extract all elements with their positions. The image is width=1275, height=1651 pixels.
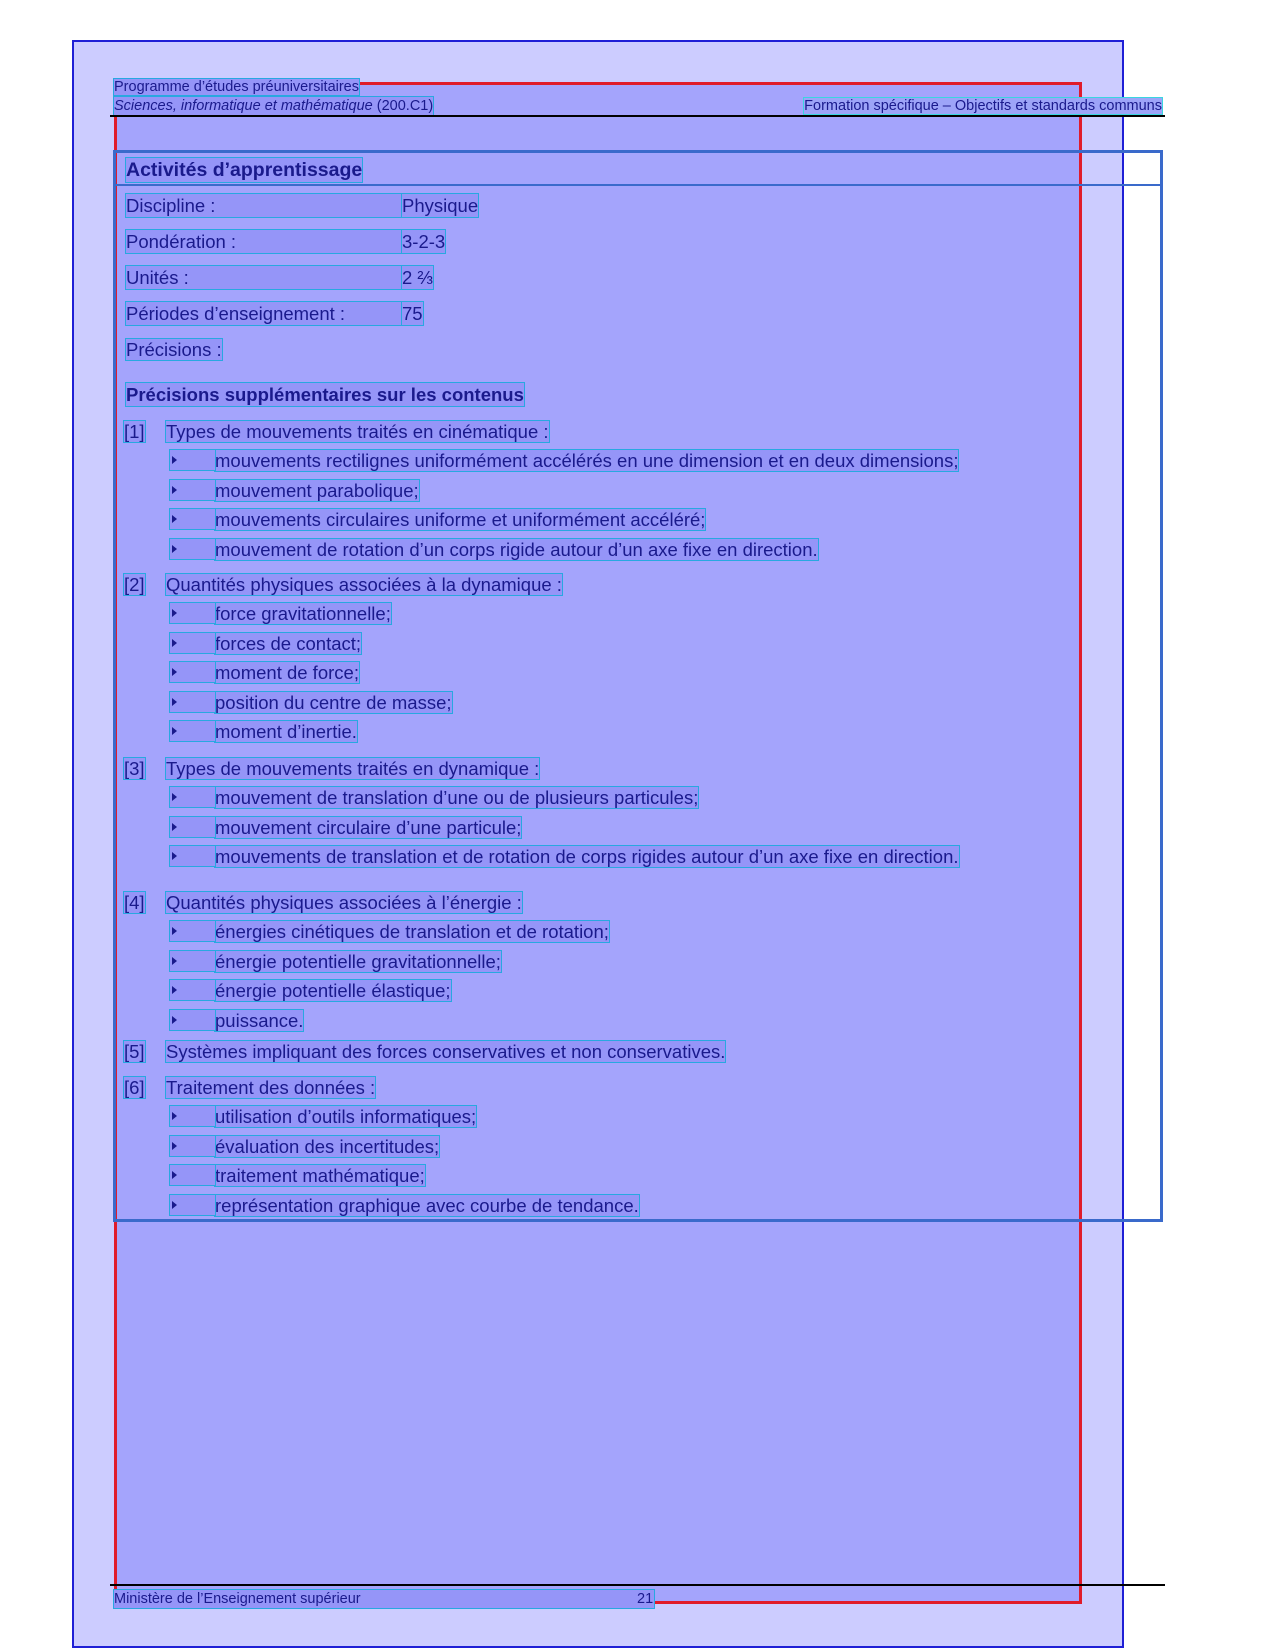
content-item — [124, 1076, 375, 1099]
item-number — [124, 573, 166, 596]
bullet-text: traitement mathématique; — [215, 1165, 425, 1186]
bullet-text: utilisation d’outils informatiques; — [215, 1106, 477, 1127]
bullet-marker-icon — [170, 603, 215, 623]
bullet-marker-icon — [170, 450, 215, 470]
bullet-item — [170, 1164, 425, 1187]
field-unites — [126, 266, 433, 289]
header-program-name-text: Sciences, informatique et mathématique — [114, 98, 373, 114]
bullet-text: mouvement de translation d’une ou de plusieurs particules; — [215, 787, 699, 808]
item-number — [124, 1076, 166, 1099]
bullet-item — [170, 720, 357, 743]
bullet-text: puissance. — [215, 1009, 304, 1031]
bullet-marker-icon — [170, 846, 215, 866]
item-number-text: [4] — [124, 892, 145, 913]
bullet-item — [170, 1194, 639, 1217]
bullet-marker-icon — [170, 1165, 215, 1185]
bullet-text: moment de force; — [215, 662, 359, 683]
bullet-item — [170, 1135, 439, 1158]
bullet-marker-icon — [170, 980, 215, 1000]
bullet-item — [170, 1009, 303, 1032]
content-item — [124, 1040, 725, 1063]
item-number — [124, 757, 166, 780]
item-number-text: [2] — [124, 574, 145, 595]
field-value: 3-2-3 — [402, 231, 446, 252]
bullet-text: représentation graphique avec courbe de tendance. — [215, 1194, 639, 1216]
bullet-text: énergie potentielle gravitationnelle; — [215, 950, 501, 972]
bullet-item — [170, 449, 958, 472]
field-label: Discipline : — [126, 194, 402, 217]
bullet-marker-icon — [170, 1195, 215, 1215]
bullet-marker-icon — [170, 1106, 215, 1126]
header-rule — [110, 115, 1165, 117]
content-item — [124, 420, 549, 443]
field-label: Périodes d’enseignement : — [126, 302, 402, 325]
bullet-item — [170, 786, 698, 809]
item-text: Systèmes impliquant des forces conservatives et non conservatives. — [166, 1041, 726, 1062]
bullet-item — [170, 1105, 476, 1128]
bullet-text: position du centre de masse; — [215, 691, 452, 713]
field-label: Unités : — [126, 266, 402, 289]
bullet-marker-icon — [170, 951, 215, 971]
item-number — [124, 891, 166, 914]
content-item — [124, 891, 522, 914]
bullet-item — [170, 661, 359, 684]
bullet-item — [170, 979, 451, 1002]
bullet-text: énergies cinétiques de translation et de rotation; — [215, 921, 609, 942]
item-text: Traitement des données : — [166, 1077, 376, 1098]
bullet-item — [170, 602, 391, 625]
item-text: Types de mouvements traités en cinématique : — [166, 421, 549, 442]
bullet-text: forces de contact; — [215, 632, 362, 654]
bullet-item — [170, 920, 609, 943]
activities-title: Activités d’apprentissage — [126, 159, 363, 181]
bullet-text: mouvement de rotation d’un corps rigide autour d’un axe fixe en direction. — [215, 538, 818, 560]
item-number — [124, 420, 166, 443]
field-value: 75 — [402, 303, 423, 324]
content-item — [124, 757, 539, 780]
field-ponderation — [126, 230, 445, 253]
item-number-text: [1] — [124, 421, 145, 442]
bullet-text: moment d’inertie. — [215, 721, 357, 742]
item-number-text: [6] — [124, 1077, 145, 1098]
bullet-text: force gravitationnelle; — [215, 603, 391, 624]
bullet-item — [170, 632, 361, 655]
bullet-marker-icon — [170, 721, 215, 741]
item-number-text: [3] — [124, 758, 145, 779]
field-precisions — [126, 338, 222, 361]
bullet-marker-icon — [170, 539, 215, 559]
bullet-text: mouvements rectilignes uniformément accélérés en une dimension et en deux dimensions; — [215, 450, 959, 471]
footer-rule — [110, 1584, 1165, 1586]
bullet-item — [170, 950, 501, 973]
bullet-text: mouvement circulaire d’une particule; — [215, 816, 522, 838]
bullet-text: mouvements circulaires uniforme et uniformément accéléré; — [215, 509, 706, 530]
item-number-text: [5] — [124, 1041, 145, 1062]
bullet-marker-icon — [170, 692, 215, 712]
item-text: Types de mouvements traités en dynamique : — [166, 758, 540, 779]
page-footer — [114, 1590, 654, 1608]
field-value: Physique — [402, 195, 479, 216]
bullet-text: énergie potentielle élastique; — [215, 980, 451, 1001]
header-program-code: (200.C1) — [376, 98, 434, 114]
header-program-name — [114, 97, 433, 116]
bullet-marker-icon — [170, 817, 215, 837]
bullet-item — [170, 508, 705, 531]
bullet-marker-icon — [170, 509, 215, 529]
item-text: Quantités physiques associées à la dynamique : — [166, 574, 562, 595]
bullet-text: mouvement parabolique; — [215, 479, 419, 501]
bullet-marker-icon — [170, 633, 215, 653]
bullet-text: évaluation des incertitudes; — [215, 1135, 440, 1157]
header-section-label: Formation spécifique – Objectifs et standards communs — [804, 98, 1162, 114]
field-label: Pondération : — [126, 230, 402, 253]
bullet-marker-icon — [170, 1136, 215, 1156]
page-number: 21 — [637, 1591, 654, 1607]
activities-title-rule — [113, 184, 1163, 186]
bullet-item — [170, 845, 959, 868]
bullet-item — [170, 691, 452, 714]
bullet-marker-icon — [170, 1010, 215, 1030]
bullet-marker-icon — [170, 787, 215, 807]
item-number — [124, 1040, 166, 1063]
field-periodes — [126, 302, 423, 325]
bullet-item — [170, 479, 419, 502]
page-header — [114, 78, 1162, 118]
field-label: Précisions : — [126, 339, 222, 360]
item-text: Quantités physiques associées à l’énergie : — [166, 892, 522, 913]
footer-ministry: Ministère de l’Enseignement supérieur — [114, 1591, 361, 1607]
bullet-item — [170, 816, 521, 839]
field-discipline — [126, 194, 478, 217]
bullet-marker-icon — [170, 921, 215, 941]
bullet-marker-icon — [170, 662, 215, 682]
content-item — [124, 573, 562, 596]
field-value: 2 ⅔ — [402, 267, 433, 288]
bullet-marker-icon — [170, 480, 215, 500]
bullet-text: mouvements de translation et de rotation de corps rigides autour d’un axe fixe en direction. — [215, 846, 959, 867]
precisions-title: Précisions supplémentaires sur les contenus — [126, 384, 524, 405]
bullet-item — [170, 538, 818, 561]
header-program-label: Programme d’études préuniversitaires — [114, 79, 359, 95]
